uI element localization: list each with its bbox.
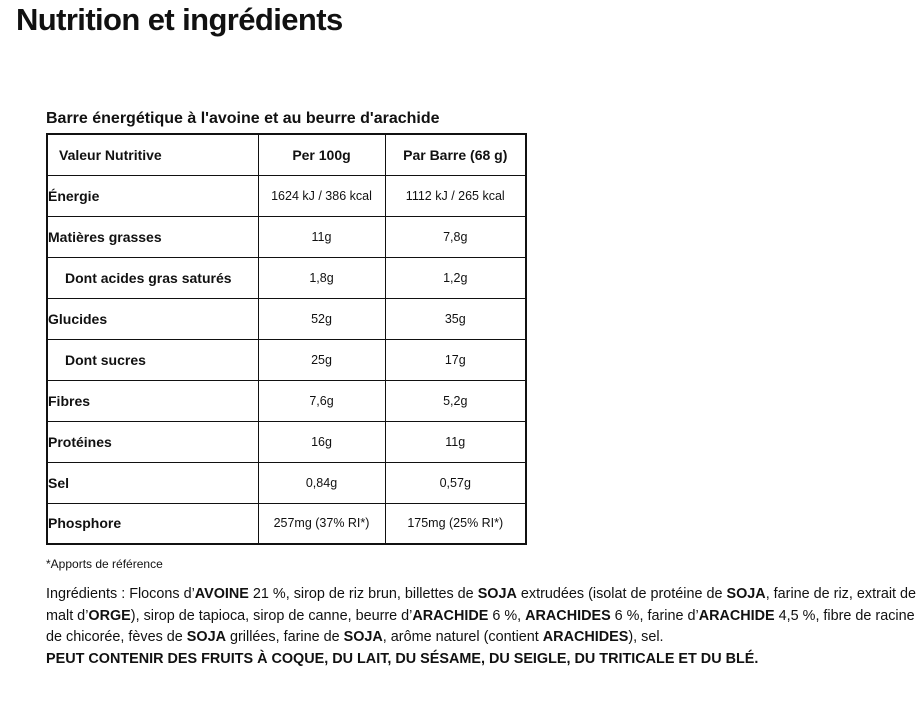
value-per-bar: 1112 kJ / 265 kcal (385, 175, 526, 216)
value-per-100g: 7,6g (258, 380, 385, 421)
allergen-term: ARACHIDES (525, 607, 611, 624)
value-per-100g: 1,8g (258, 257, 385, 298)
value-per-bar: 11g (385, 421, 526, 462)
value-per-bar: 35g (385, 298, 526, 339)
allergen-term: SOJA (477, 586, 517, 602)
allergen-term: AVOINE (194, 586, 249, 602)
value-per-100g: 52g (258, 298, 385, 339)
value-per-bar: 17g (385, 339, 526, 380)
table-row (47, 421, 526, 462)
allergen-term: ORGE (88, 607, 131, 624)
ingredient-text-segment: 21 %, sirop de riz brun, billettes de (248, 586, 478, 602)
ingredients-text (46, 584, 918, 649)
allergen-term: ARACHIDE (412, 607, 489, 624)
table-row (47, 503, 526, 544)
row-label: Protéines (47, 421, 258, 462)
ingredient-text-segment: Ingrédients : Flocons d’ (46, 586, 195, 602)
reference-intake-footnote: *Apports de référence (46, 557, 163, 571)
ingredient-text-segment: , farine de riz, extrait de malt d’ (46, 586, 917, 624)
allergen-term: SOJA (726, 586, 766, 602)
allergen-term: SOJA (343, 629, 383, 645)
page-title: Nutrition et ingrédients (16, 2, 343, 37)
header-per-bar: Par Barre (68 g) (385, 134, 526, 175)
ingredient-text-segment: 4,5 %, fibre de racine de chicorée, fèves de (46, 607, 915, 645)
value-per-100g: 25g (258, 339, 385, 380)
ingredients-block (46, 584, 918, 670)
table-row (47, 257, 526, 298)
row-label: Dont acides gras saturés (47, 257, 258, 298)
row-label: Matières grasses (47, 216, 258, 257)
table-row (47, 339, 526, 380)
ingredient-text-segment: , arôme naturel (contient (382, 629, 543, 645)
ingredient-text-segment: extrudées (isolat de protéine de (516, 586, 727, 602)
header-nutritive-value: Valeur Nutritive (47, 134, 258, 175)
allergen-term: SOJA (186, 629, 226, 645)
allergen-warning: PEUT CONTENIR DES FRUITS À COQUE, DU LAIT, DU SÉSAME, DU SEIGLE, DU TRITICALE ET DU BLÉ. (46, 650, 759, 667)
ingredient-text-segment: 6 %, farine d’ (610, 607, 699, 624)
value-per-bar: 0,57g (385, 462, 526, 503)
value-per-100g: 11g (258, 216, 385, 257)
table-row (47, 462, 526, 503)
row-label: Glucides (47, 298, 258, 339)
row-label: Dont sucres (47, 339, 258, 380)
ingredient-text-segment: 6 %, (488, 607, 526, 624)
ingredient-text-segment: grillées, farine de (226, 629, 344, 645)
table-caption: Barre énergétique à l'avoine et au beurre d'arachide (46, 110, 440, 127)
table-row (47, 175, 526, 216)
row-label: Fibres (47, 380, 258, 421)
value-per-bar: 1,2g (385, 257, 526, 298)
value-per-bar: 5,2g (385, 380, 526, 421)
ingredient-text-segment: ), sel. (628, 629, 664, 645)
row-label: Énergie (47, 175, 258, 216)
value-per-100g: 1624 kJ / 386 kcal (258, 175, 385, 216)
allergen-term: ARACHIDES (542, 629, 629, 645)
nutrition-table (46, 133, 527, 545)
allergen-term: ARACHIDE (698, 607, 775, 624)
value-per-100g: 257mg (37% RI*) (258, 503, 385, 544)
row-label: Sel (47, 462, 258, 503)
value-per-bar: 7,8g (385, 216, 526, 257)
value-per-100g: 16g (258, 421, 385, 462)
table-header-row (47, 134, 526, 175)
row-label: Phosphore (47, 503, 258, 544)
table-row (47, 380, 526, 421)
table-row (47, 298, 526, 339)
value-per-100g: 0,84g (258, 462, 385, 503)
table-row (47, 216, 526, 257)
ingredient-text-segment: ), sirop de tapioca, sirop de canne, beurre d’ (130, 607, 413, 624)
value-per-bar: 175mg (25% RI*) (385, 503, 526, 544)
header-per-100g: Per 100g (258, 134, 385, 175)
